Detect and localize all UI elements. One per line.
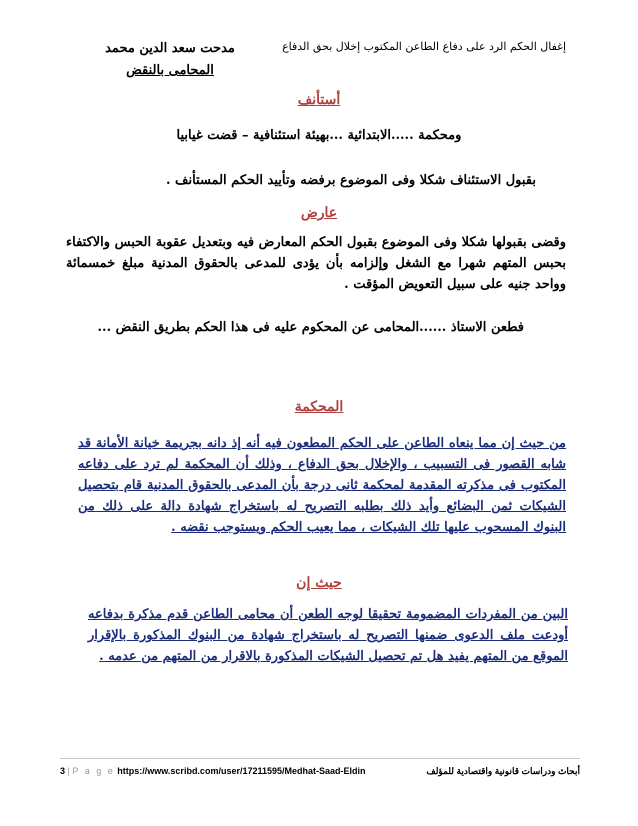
author-block bbox=[100, 38, 240, 82]
cassation-line: فطعن الاستاذ ......المحامى عن المحكوم عليه فى هذا الحكم بطريق النقض ... bbox=[97, 320, 524, 335]
court-paragraph: من حيث إن مما ينعاه الطاعن على الحكم المطعون فيه أنه إذ دانه بجريمة خيانة الأمانة قد شابه القصور فى التسبيب ، والإخلال بحق الدفاع ، وذلك أن المحكمة لم ترد على دفاعه المكتوب فى مذكرته المقدمة لمحكمة ثانى درجة بأن المدعى بالحقوق المدنية قام بتحصيل الشيكات ثمن البضائع وأيد ذلك بطلبه التصريح له باستخراج شهادة دالة على ذلك من البنوك المسحوب عليها تلك الشيكات ، مما يعيب الحكم ويستوجب نقضه . bbox=[78, 436, 566, 535]
whereas-heading: حيث إن bbox=[296, 575, 342, 591]
page-separator: | bbox=[67, 766, 70, 776]
footer-note: أبحاث ودراسات قانونية واقتصادية للمؤلف bbox=[426, 766, 580, 776]
document-subject: إغفال الحكم الرد على دفاع الطاعن المكتوب إخلال بحق الدفاع bbox=[282, 40, 566, 53]
page-number: 3 bbox=[60, 766, 66, 776]
appeal-heading: أستأنف bbox=[297, 92, 341, 108]
author-title: المحامى بالنقض bbox=[126, 63, 214, 78]
footer-url-link[interactable]: https://www.scribd.com/user/17211595/Medhat-Saad-Eldin bbox=[117, 766, 366, 776]
appeal-line-2: بقبول الاستئناف شكلا وفى الموضوع برفضه وتأييد الحكم المستأنف . bbox=[165, 173, 536, 188]
whereas-paragraph: البين من المفردات المضمومة تحقيقا لوجه الطعن أن محامى الطاعن قدم مذكرة بدفاعه أودعت ملف الدعوى ضمنها التصريح له باستخراج شهادة من البنوك المذكورة بالإقرار الموقع من المتهم يفيد هل تم تحصيل الشيكات المذكورة بالاقرار من المتهم من عدمه . bbox=[88, 607, 568, 664]
page-word: P a g e bbox=[72, 766, 115, 776]
opposition-heading: عارض bbox=[300, 205, 338, 221]
appeal-line-1: ومحكمة .....الابتدائية ...بهيئة استئنافية – قضت غيابيا bbox=[176, 128, 462, 143]
footer-divider bbox=[60, 758, 580, 759]
footer-page-info bbox=[60, 766, 366, 776]
court-heading: المحكمة bbox=[294, 399, 344, 415]
author-name: مدحت سعد الدين محمد bbox=[105, 41, 235, 56]
opposition-paragraph: وقضى بقبولها شكلا وفى الموضوع بقبول الحكم المعارض فيه وبتعديل عقوبة الحبس والاكتفاء بحبس المتهم شهرا مع الشغل وإلزامه بأن يؤدى للمدعى بالحقوق المدنية مبلغ خمسمائة وواحد جنيه على سبيل التعويض المؤقت . bbox=[66, 235, 566, 292]
